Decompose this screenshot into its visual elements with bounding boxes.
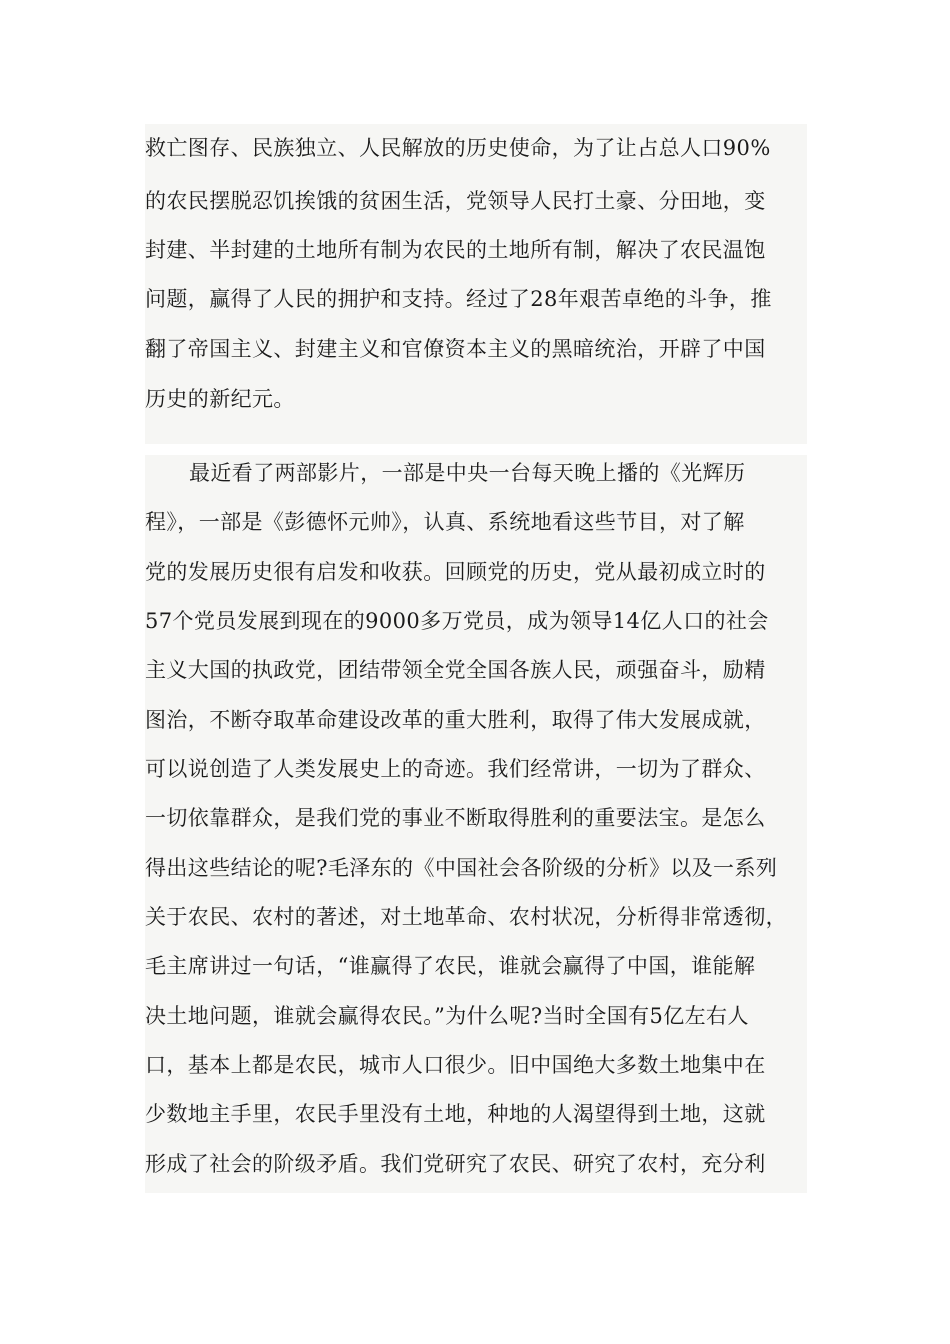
text-line: 口，基本上都是农民，城市人口很少。旧中国绝大多数土地集中在 [145,1053,766,1077]
text-line: 程》，一部是《彭德怀元帅》，认真、系统地看这些节目，对了解 [145,510,745,534]
text-line: 封建、半封建的土地所有制为农民的土地所有制，解决了农民温饱 [145,238,766,262]
text-line: 毛主席讲过一句话，“谁赢得了农民，谁就会赢得了中国，谁能解 [145,954,756,978]
text-line: 57个党员发展到现在的9000多万党员，成为领导14亿人口的社会 [145,609,769,633]
text-line: 救亡图存、民族独立、人民解放的历史使命，为了让占总人口90% [145,136,771,160]
text-line: 问题，赢得了人民的拥护和支持。经过了28年艰苦卓绝的斗争，推 [145,287,772,311]
paragraph-2-block [145,455,807,1193]
text-line: 决土地问题，谁就会赢得农民。”为什么呢?当时全国有5亿左右人 [145,1004,749,1028]
text-line: 形成了社会的阶级矛盾。我们党研究了农民、研究了农村，充分利 [145,1152,766,1176]
text-line: 图治，不断夺取革命建设改革的重大胜利，取得了伟大发展成就， [145,708,766,732]
text-line: 得出这些结论的呢?毛泽东的《中国社会各阶级的分析》以及一系列 [145,856,778,880]
text-line: 可以说创造了人类发展史上的奇迹。我们经常讲，一切为了群众、 [145,757,766,781]
text-line: 党的发展历史很有启发和收获。回顾党的历史，党从最初成立时的 [145,560,766,584]
paragraph-1-block [145,124,807,444]
text-line: 历史的新纪元。 [145,387,295,411]
text-line: 关于农民、农村的著述，对土地革命、农村状况，分析得非常透彻， [145,905,787,929]
text-line: 少数地主手里，农民手里没有土地，种地的人渴望得到土地，这就 [145,1102,766,1126]
text-line: 一切依靠群众，是我们党的事业不断取得胜利的重要法宝。是怎么 [145,806,766,830]
text-line: 的农民摆脱忍饥挨饿的贫困生活，党领导人民打土豪、分田地，变 [145,189,766,213]
text-line: 主义大国的执政党，团结带领全党全国各族人民，顽强奋斗，励精 [145,658,766,682]
text-line: 翻了帝国主义、封建主义和官僚资本主义的黑暗统治，开辟了中国 [145,337,766,361]
text-line-indented: 最近看了两部影片，一部是中央一台每天晚上播的《光辉历 [189,461,746,485]
